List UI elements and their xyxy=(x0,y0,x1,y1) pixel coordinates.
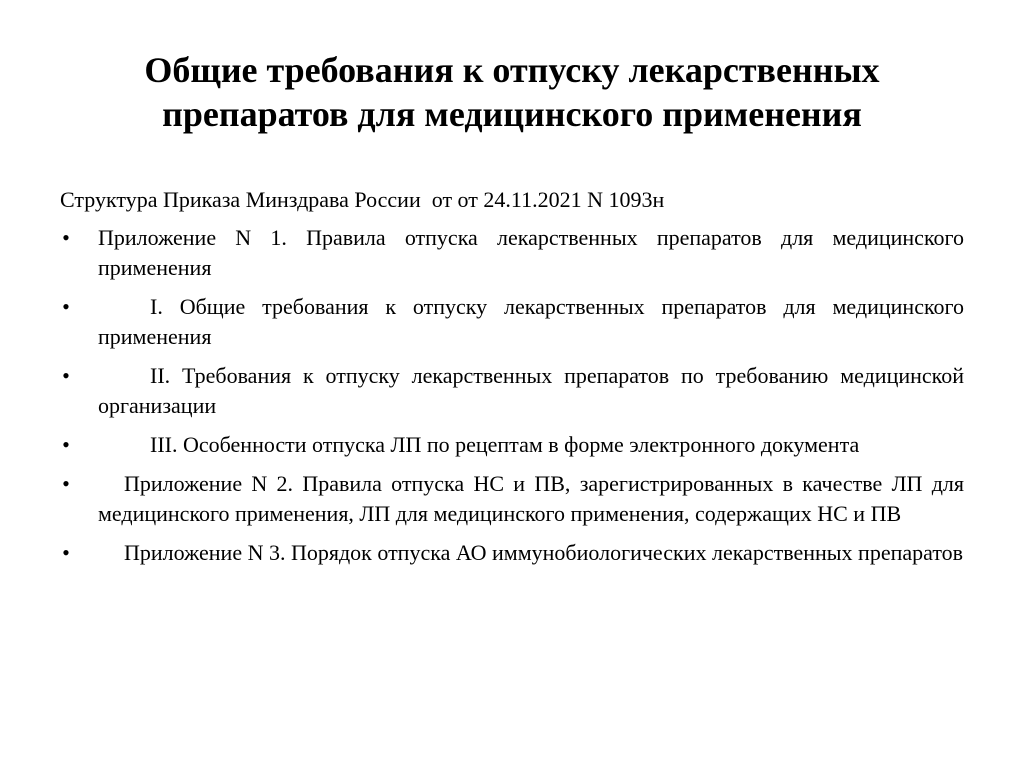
bullet-icon: • xyxy=(62,471,70,496)
list-item-section-2 xyxy=(62,361,964,421)
slide-title-line-2: препаратов для медицинского применения xyxy=(162,94,862,134)
list-item-text: Приложение N 2. Правила отпуска НС и ПВ, зарегистрированных в качестве ЛП для медицинского применения, ЛП для медицинского применения, содержащих НС и ПВ xyxy=(98,471,964,526)
list-item-text: Приложение N 1. Правила отпуска лекарственных препаратов для медицинского применения xyxy=(98,225,964,280)
order-structure-heading: Структура Приказа Минздрава России от от 24.11.2021 N 1093н xyxy=(60,187,665,212)
bullet-icon: • xyxy=(62,294,70,319)
list-item-text: I. Общие требования к отпуску лекарственных препаратов для медицинского применения xyxy=(98,294,964,349)
appendix-list xyxy=(0,223,1024,577)
bullet-icon: • xyxy=(62,363,70,388)
list-item-section-3 xyxy=(62,430,964,460)
list-item-appendix-2 xyxy=(62,469,964,529)
list-item-text: III. Особенности отпуска ЛП по рецептам в форме электронного документа xyxy=(150,432,860,457)
bullet-icon: • xyxy=(62,540,70,565)
slide-title-line-1: Общие требования к отпуску лекарственных xyxy=(144,50,880,90)
list-item-section-1 xyxy=(62,292,964,352)
bullet-icon: • xyxy=(62,225,70,250)
bullet-icon: • xyxy=(62,432,70,457)
list-item-text: II. Требования к отпуску лекарственных препаратов по требованию медицинской организации xyxy=(98,363,964,418)
list-item-appendix-1 xyxy=(62,223,964,283)
slide-title xyxy=(60,48,964,136)
list-item-text: Приложение N 3. Порядок отпуска АО иммунобиологических лекарственных препаратов xyxy=(124,540,964,565)
list-item-appendix-3 xyxy=(62,538,964,568)
